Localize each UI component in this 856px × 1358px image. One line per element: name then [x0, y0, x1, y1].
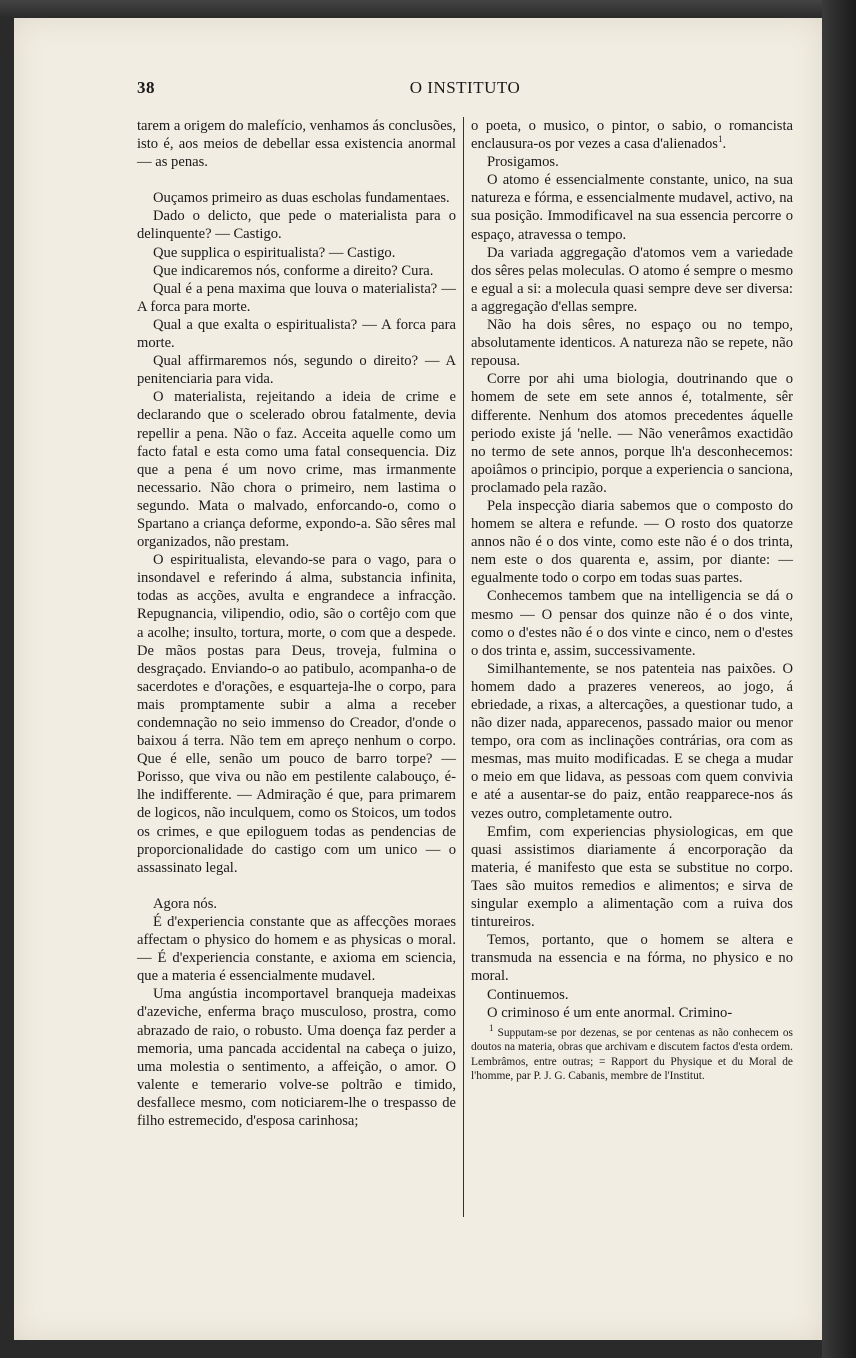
- paragraph: É d'experiencia constante que as affecções moraes affectam o physico do homem e as physicas o moral. — É d'experiencia constante, e axioma em sciencia, que a materia é essencialmente mudavel.: [137, 913, 456, 985]
- paragraph: Qual a que exalta o espiritualista? — A forca para morte.: [137, 316, 456, 352]
- paragraph: Continuemos.: [487, 986, 569, 1003]
- column-divider: [463, 117, 464, 1217]
- scan-right-edge: [822, 0, 856, 1358]
- paragraph: Pela inspecção diaria sabemos que o composto do homem se altera e refunde. — O rosto dos quatorze annos não é o dos vinte, como este não é o dos trinta, nem este o dos quarenta e, assim, por diante: — egualmente todo o corpo em todas suas partes.: [471, 497, 793, 587]
- paragraph: Uma angústia incomportavel branqueja madeixas d'azeviche, enferma braço musculoso, prostra, como abrazado de raio, o robusto. Uma doença faz perder a memoria, uma pancada accidental na cabeça o juizo, uma molestia o sentimento, a affeição, o amor. O valente e temerario volve-se poltrão e timido, desfallece mesmo, com noticiarem-lhe o trespasso de filho estremecido, d'esposa carinhosa;: [137, 986, 456, 1129]
- paragraph: Dado o delicto, que pede o materialista para o delinquente? — Castigo.: [137, 208, 456, 243]
- right-column: [471, 117, 793, 1084]
- paragraph: Da variada aggregação d'atomos vem a variedade dos sêres pelas moleculas. O atomo é sempre o mesmo e egual a si: a molecula quasi sempre deve ser diversa: a aggregação d'ellas sempre.: [471, 244, 793, 315]
- paragraph: Qual é a pena maxima que louva o materialista? — A forca para morte.: [137, 280, 456, 315]
- paragraph: Corre por ahi uma biologia, doutrinando que o homem de sete em sete annos é, totalmente, sêr differente. Nenhum dos atomos precedentes áquelle periodo existe já 'nelle. — Não venerâmos exactidão no termo de sete annos, porque lh'a desconhecemos: apoiâmos o principio, porque a experiencia o sanciona, proclamado pela razão.: [471, 371, 793, 496]
- paragraph: Que supplica o espiritualista? — Castigo.: [153, 244, 396, 261]
- footnote: [471, 1022, 793, 1084]
- section-gap: [137, 877, 456, 895]
- page-header: [137, 78, 793, 102]
- footnote-text: Supputam-se por dezenas, se por centenas as não conhecem os doutos na materia, obras que archivam e discutem factos d'esta ordem. Lembrâmos, entre outras; = Rapport du Physique et du Moral de l'homme, par P. J. G. Cabanis, membre de l'Institut.: [471, 1026, 793, 1083]
- paragraph: Ouçamos primeiro as duas escholas fundamentaes.: [153, 190, 450, 207]
- paragraph: Que indicaremos nós, conforme a direito? Cura.: [153, 262, 434, 279]
- page-number: 38: [137, 78, 155, 97]
- paragraph: Conhecemos tambem que na intelligencia se dá o mesmo — O pensar dos quinze não é o dos vinte, como o d'estes não é o dos vinte e cinco, nem o d'estes o dos trinta e, assim, successivamente.: [471, 588, 793, 659]
- paragraph: O atomo é essencialmente constante, unico, na sua natureza e fórma, e essencialmente mudavel, activo, na sua posição. Immodificavel na sua essencia percorre o espaço, atravessa o tempo.: [471, 172, 793, 243]
- footnote-body: [471, 1022, 793, 1084]
- scan-top-edge: [0, 0, 856, 18]
- paragraph: O materialista, rejeitando a ideia de crime e declarando que o scelerado obrou fatalmente, devia repellir a pena. Não o faz. Acceita aquelle como um facto fatal e esta como uma fatal consequencia. Diz que a pena é um novo crime, mas irmanmente necessario. Não chora o primeiro, nem lastima o segundo. Mata o malvado, enforcando-o, como o Spartano a criança deforme, expondo-a. São sêres mal organizados, não prestam.: [137, 389, 456, 551]
- paragraph: Emfim, com experiencias physiologicas, em que quasi assistimos diariamente á encorporação da materia, é manifesto que esta se substitue no corpo. Taes são muitos remedios e alimentos; e sirva de singular exemplo a alimentação com a ruiva dos tintureiros.: [471, 823, 793, 931]
- paragraph: Agora nós.: [153, 895, 218, 912]
- paragraph: Não ha dois sêres, no espaço ou no tempo, absolutamente identicos. A natureza não se repete, não repousa.: [471, 317, 793, 370]
- paragraph: Prosigamos.: [487, 154, 559, 171]
- paragraph: [471, 117, 793, 153]
- paragraph-end: .: [722, 136, 727, 153]
- paragraph: Temos, portanto, que o homem se altera e transmuda na essencia e na fórma, no physico e no moral.: [471, 932, 793, 985]
- paragraph: tarem a origem do malefício, venhamos ás conclusões, isto é, aos meios de debellar essa existencia anormal — as penas.: [137, 118, 456, 171]
- paragraph: O criminoso é um ente anormal. Crimino-: [487, 1004, 733, 1021]
- paragraph-text: o poeta, o musico, o pintor, o sabio, o romancista enclausura-os por vezes a casa d'alienados: [471, 118, 793, 153]
- paragraph: O espiritualista, elevando-se para o vago, para o insondavel e referindo á alma, substancia infinita, todas as acções, avulta e engrandece a infracção. Repugnancia, vilipendio, odio, são o cortêjo com que a acolhe; insulto, tortura, morte, o com que a despede. De mãos postas para Deus, troveja, fulmina o desgraçado. Enviando-o ao patibulo, acompanha-o de sacerdotes e d'orações, e esquarteja-lhe o corpo, para mais promptamente subir a alma a receber condemnação no seio immenso do Creador, d'onde o baixou á terra. Não tem em apreço nenhum o corpo. Que é elle, senão um pouco de barro torpe? — Porisso, que viva ou não em pestilente calabouço, é-lhe indifferente. — Admiração é que, para primarem de logicos, não inculquem, como os Stoicos, um todos os crimes, e que epiloguem todas as pendencias de proporcionalidade do castigo com um unico — o assassinato legal.: [137, 552, 456, 876]
- footnote-reference: 1: [717, 134, 723, 145]
- running-title: O INSTITUTO: [409, 78, 521, 97]
- paragraph: Qual affirmaremos nós, segundo o direito? — A penitenciaria para vida.: [137, 353, 456, 388]
- footnote-marker: 1: [489, 1022, 494, 1033]
- left-column: [137, 117, 456, 1130]
- paragraph: Similhantemente, se nos patenteia nas paixões. O homem dado a prazeres venereos, ao jogo, á ebriedade, a rixas, a altercações, a questionar tudo, a não dizer nada, apparecenos, passado maior ou menor tempo, ora com as inclinações contrárias, ora com as mesmas, mas muito modificadas. E se chega a mudar o meio em que lidava, as pessoas com quem convivia e até a ausentar-se do paiz, então reapparece-nos ás vezes outro, completamente outro.: [471, 660, 793, 822]
- section-gap: [137, 171, 456, 189]
